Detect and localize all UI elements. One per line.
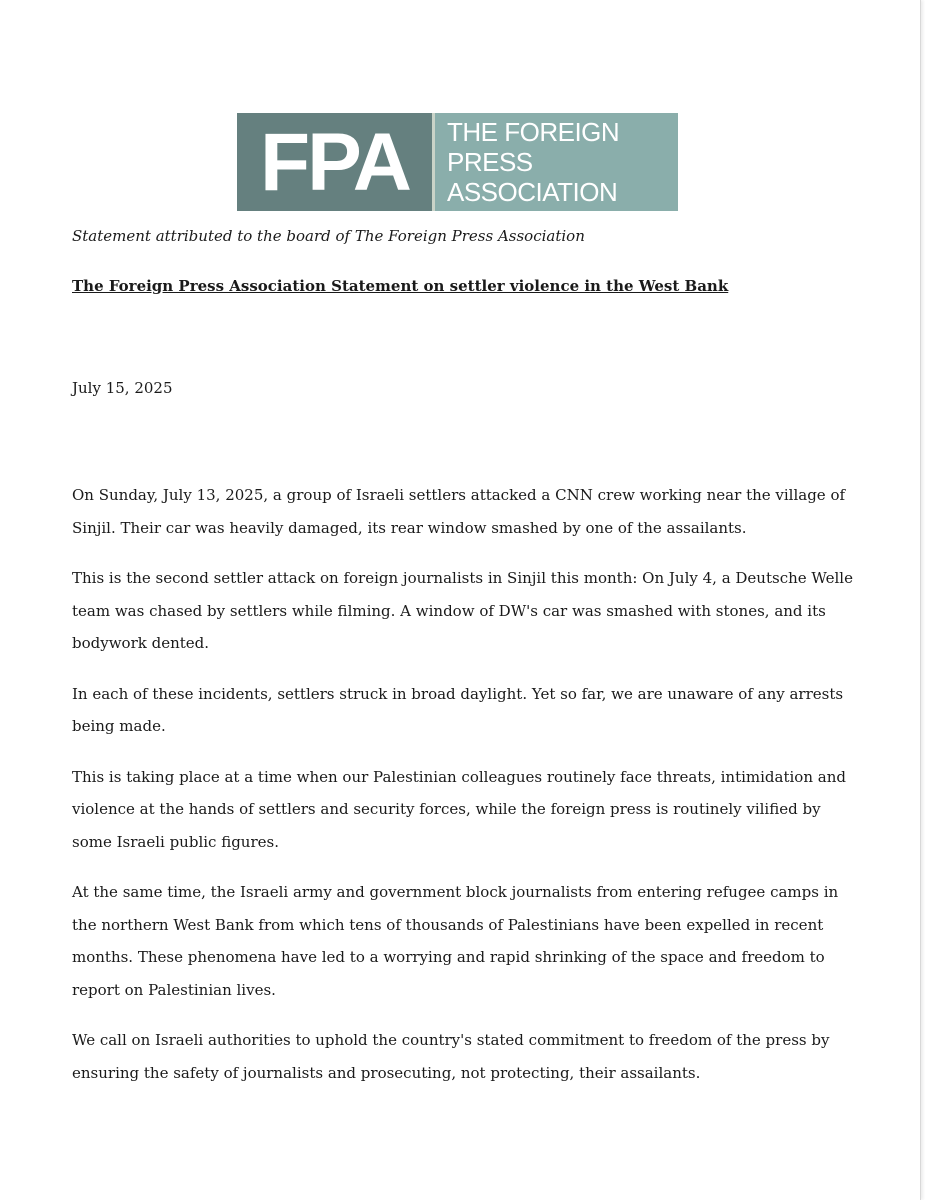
logo-name-line-2: ASSOCIATION <box>447 177 618 207</box>
paragraph: This is the second settler attack on foreign journalists in Sinjil this month: On July 4, a Deutsche Welle team was chased by settlers while filming. A window of DW's car was smashed with stones, and its bodywork dented. <box>72 569 853 652</box>
statement-headline: The Foreign Press Association Statement on settler violence in the West Bank <box>72 277 729 295</box>
logo-name <box>435 113 678 211</box>
paragraph: This is taking place at a time when our Palestinian colleagues routinely face threats, intimidation and violence at the hands of settlers and security forces, while the foreign press is routinely vilified by some Israeli public figures. <box>72 767 846 851</box>
statement-body <box>72 479 862 1107</box>
statement-date: July 15, 2025 <box>72 379 173 397</box>
fpa-logo <box>237 113 678 211</box>
paragraph: At the same time, the Israeli army and government block journalists from entering refugee camps in the northern West Bank from which tens of thousands of Palestinians have been expelled in recent months. These phenomena have led to a worrying and rapid shrinking of the space and freedom to report on Palestinian lives. <box>72 883 839 999</box>
logo-mark <box>237 113 432 211</box>
paragraph: We call on Israeli authorities to uphold the country's stated commitment to freedom of the press by ensuring the safety of journalists and prosecuting, not protecting, their assailants. <box>72 1031 830 1082</box>
paragraph: In each of these incidents, settlers struck in broad daylight. Yet so far, we are unaware of any arrests being made. <box>72 684 844 735</box>
paragraph: On Sunday, July 13, 2025, a group of Israeli settlers attacked a CNN crew working near the village of Sinjil. Their car was heavily damaged, its rear window smashed by one of the assailants. <box>72 486 846 537</box>
logo-mark-text: FPA <box>260 117 409 208</box>
attribution-line: Statement attributed to the board of The Foreign Press Association <box>72 227 585 245</box>
logo-name-line-1: THE FOREIGN PRESS <box>447 117 620 177</box>
